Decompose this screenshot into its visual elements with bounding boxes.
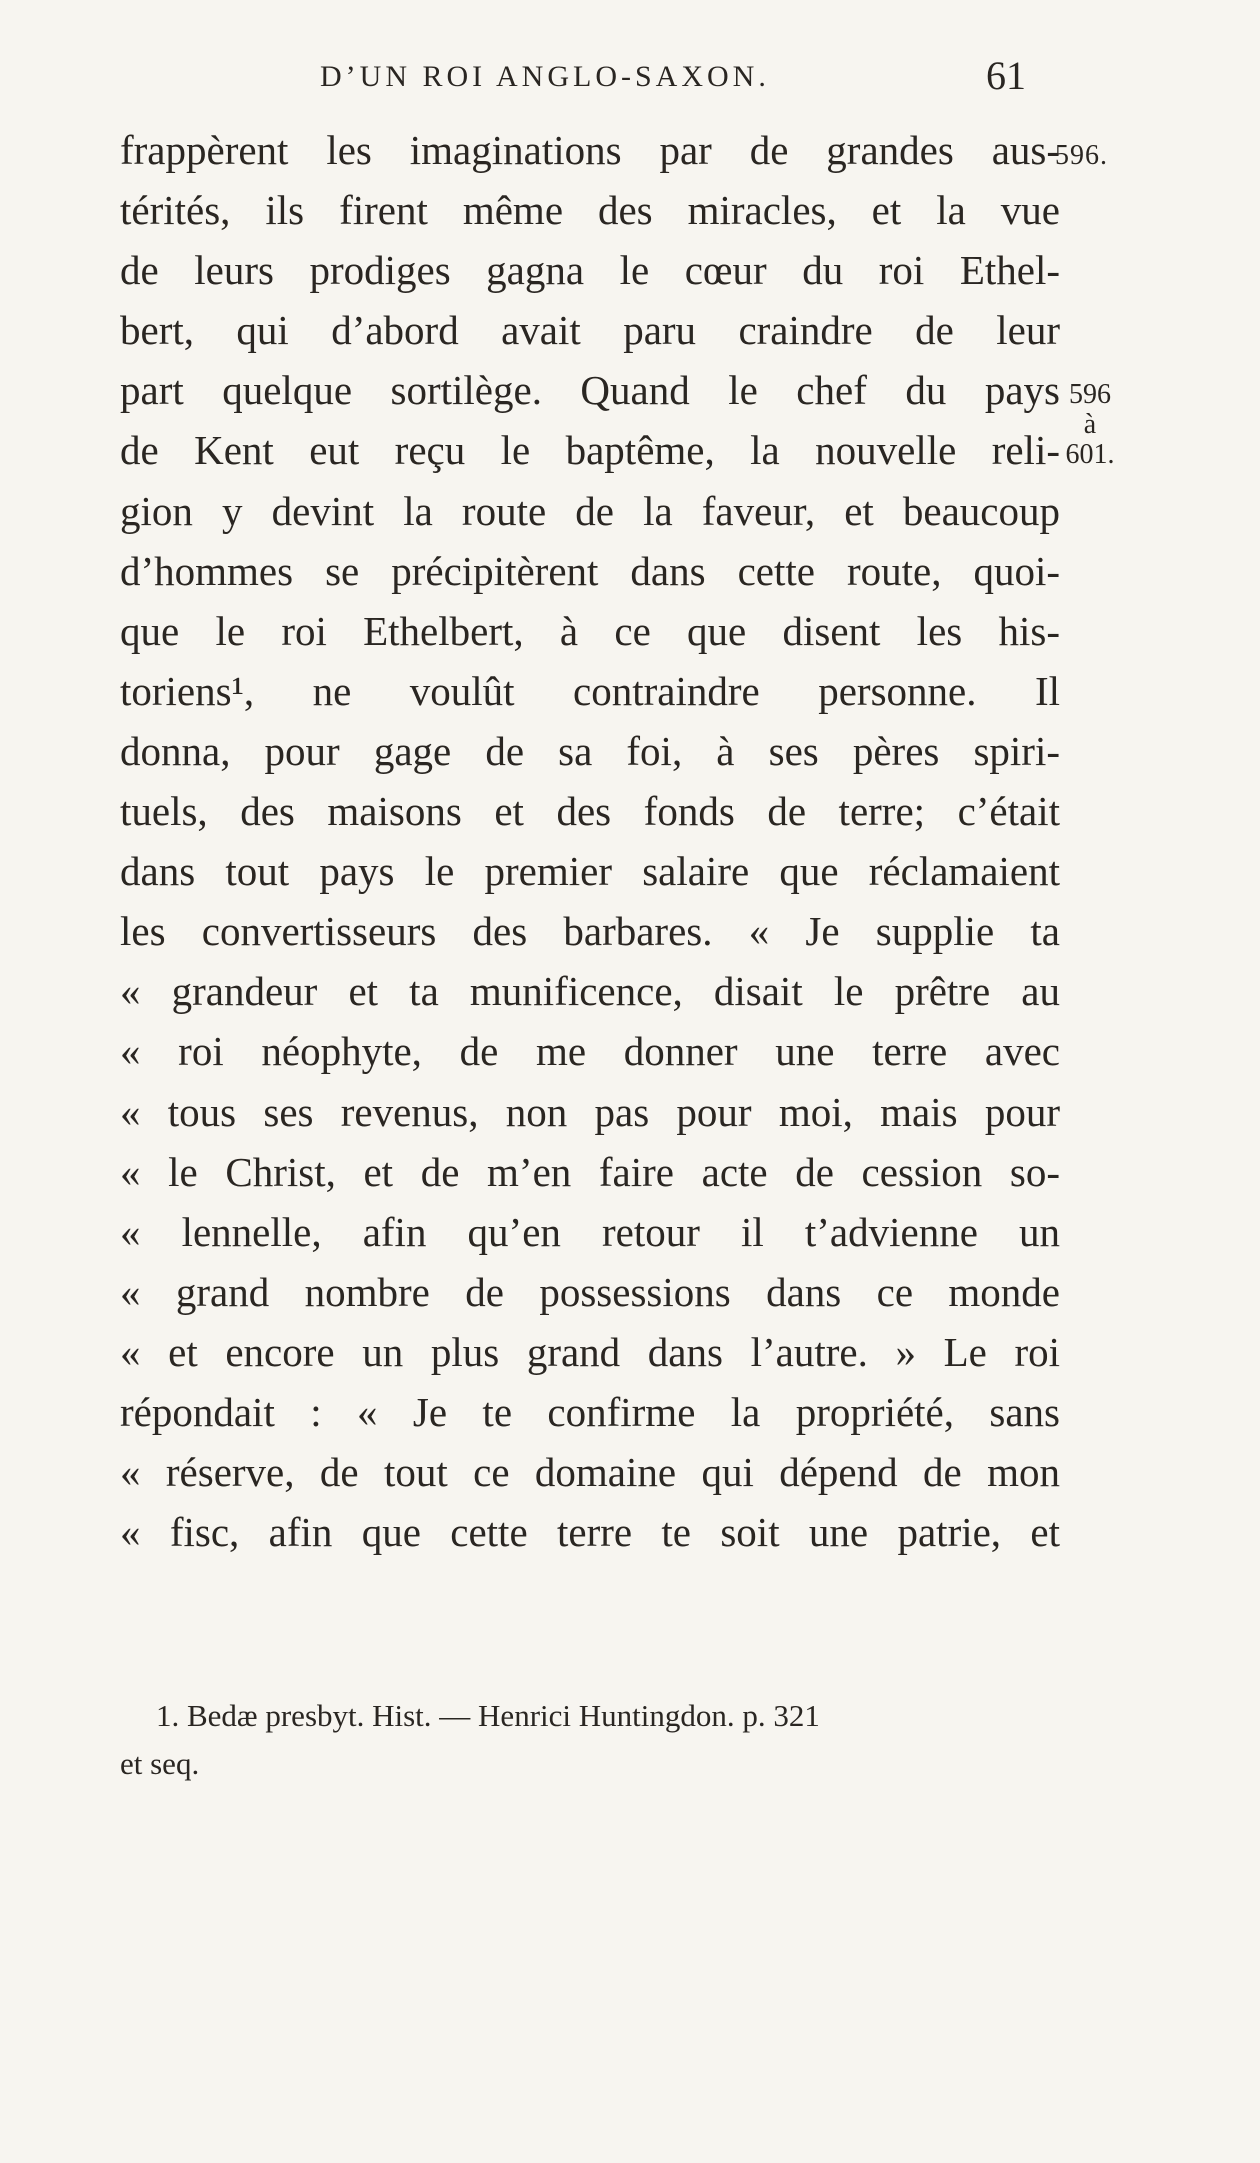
footnote-line: et seq.: [120, 1746, 200, 1781]
text-line: gion y devint la route de la faveur, et beaucoup: [120, 487, 1060, 534]
text-line: « grand nombre de possessions dans ce monde: [120, 1268, 1060, 1315]
text-line: « le Christ, et de m’en faire acte de cession so-: [120, 1148, 1060, 1195]
running-title: D’UN ROI ANGLO-SAXON.: [320, 60, 770, 93]
margin-range-connector: à: [1083, 409, 1097, 440]
text-line: de Kent eut reçu le baptême, la nouvelle reli-: [120, 427, 1060, 474]
text-line: répondait : « Je te confirme la propriété, sans: [120, 1388, 1060, 1435]
text-line: « roi néophyte, de me donner une terre avec: [120, 1028, 1060, 1075]
text-line: que le roi Ethelbert, à ce que disent les his-: [120, 607, 1060, 654]
running-head: [120, 52, 1060, 112]
margin-range-end: 601.: [1065, 439, 1115, 470]
text-line: « grandeur et ta munificence, disait le prêtre au: [120, 968, 1060, 1015]
text-line: donna, pour gage de sa foi, à ses pères spiri-: [120, 727, 1060, 774]
text-line: « et encore un plus grand dans l’autre. » Le roi: [120, 1328, 1060, 1375]
text-line: térités, ils firent même des miracles, et la vue: [120, 187, 1060, 234]
page-number: 61: [986, 53, 1026, 98]
text-line: part quelque sortilège. Quand le chef du pays: [120, 367, 1060, 414]
text-line: bert, qui d’abord avait paru craindre de leur: [120, 307, 1060, 354]
margin-range-start: 596: [1069, 379, 1111, 410]
margin-date-range: [1055, 380, 1125, 470]
text-line: de leurs prodiges gagna le cœur du roi Ethel-: [120, 247, 1060, 294]
body-text: [120, 120, 1060, 1562]
footnote: [120, 1692, 1060, 1788]
margin-date-596: 596.: [1055, 140, 1108, 171]
text-line: « réserve, de tout ce domaine qui dépend de mon: [120, 1449, 1060, 1496]
text-line: d’hommes se précipitèrent dans cette route, quoi-: [120, 547, 1060, 594]
text-line: « tous ses revenus, non pas pour moi, mais pour: [120, 1088, 1060, 1135]
text-line: tuels, des maisons et des fonds de terre; c’était: [120, 788, 1060, 835]
footnote-line: 1. Bedæ presbyt. Hist. — Henrici Huntingdon. p. 321: [156, 1698, 820, 1733]
text-line: les convertisseurs des barbares. « Je supplie ta: [120, 908, 1060, 955]
text-line: frappèrent les imaginations par de grandes aus-: [120, 127, 1060, 173]
text-line: toriens¹, ne voulût contraindre personne. Il: [120, 667, 1060, 714]
text-line: dans tout pays le premier salaire que réclamaient: [120, 848, 1060, 895]
text-line: « fisc, afin que cette terre te soit une patrie, et: [120, 1509, 1060, 1556]
text-line: « lennelle, afin qu’en retour il t’advienne un: [120, 1208, 1060, 1255]
